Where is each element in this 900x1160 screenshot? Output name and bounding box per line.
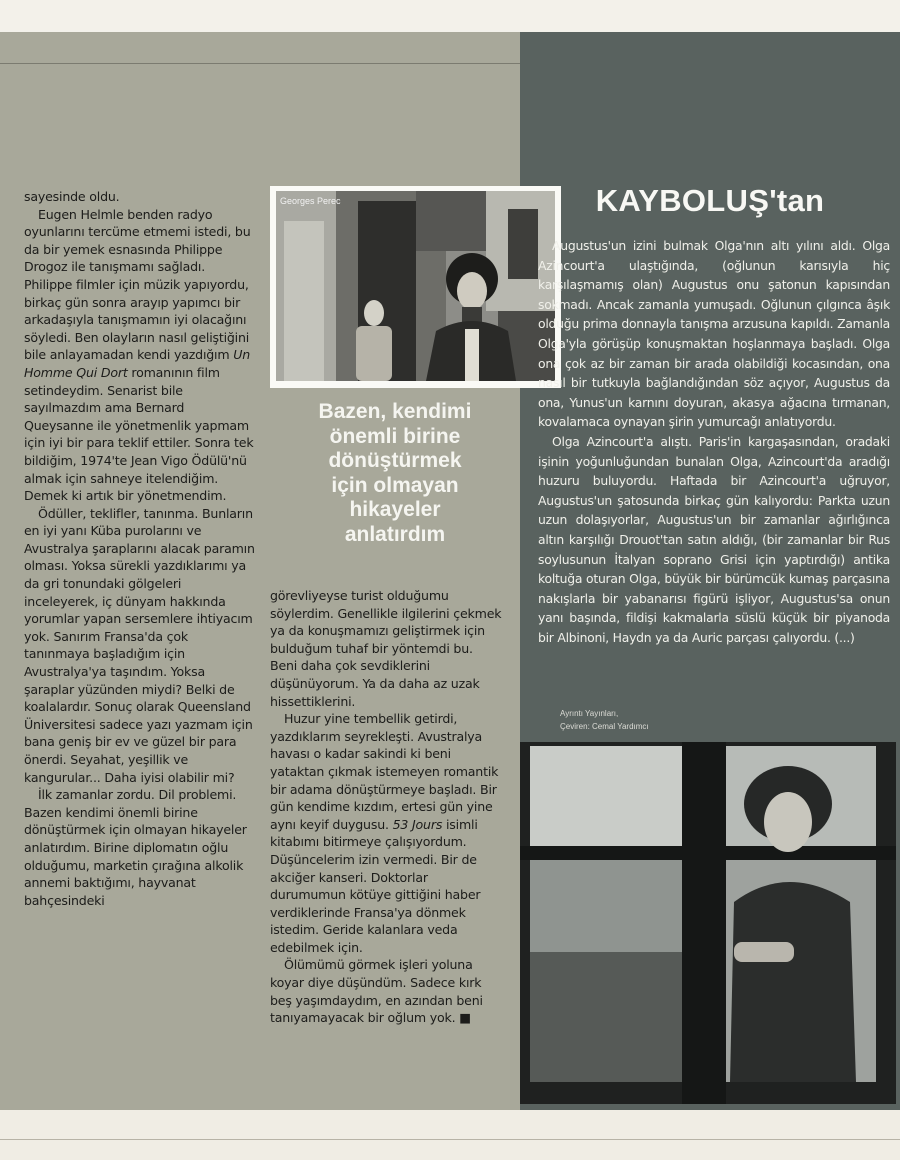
top-margin (0, 0, 900, 32)
photo-caption: Georges Perec (280, 196, 341, 206)
bottom-rule (0, 1139, 900, 1140)
street-photo (276, 191, 555, 381)
sidebar-excerpt (538, 236, 890, 647)
sidebar-paragraph-2: Olga Azincourt'a alıştı. Paris'in kargaşasından, oradaki işinin yoğunluğundan bunalan Olga, Azincourt'da aradığı huzuru buluyordu. Haftada bir Azincourt'a uğruyor, Augustus'un şatosunda birkaç gün kalıyordu: Parkta uzun uzun dolaşıyorlar, Augustus'un bir zamanlar ağırlığınca altın karşılığı Drouot'tan satın aldığı, (bir zamanlar bir Rus soylusunun İtalyan soprano Grisi için yaptırdığı) antika koltuğa oturan Olga, büyük bir bürümcük kumaş parçasına nakışlarla bir yabanarısı figürü işliyor, Augustus'sa onun yanı başında, fildişi kakmalarla süslü küçük bir piyanoda bir Albinoni, Haydn ya da Auric parçası çalıyordu. (...) (538, 433, 890, 645)
sidebar-paragraph-1: Augustus'un izini bulmak Olga'nın altı yılını aldı. Olga Azincourt'a ulaştığında, (oğlunun karısıyla hiç karşılaşmamış olan) Augustus onu şatonun kapısından sokmadı. Ancak zamanla yumuşadı. Oğlunun çılgınca âşık olduğu prima donnayla tanışma arzusuna kapıldı. Zamanla Olga'yla görüşüp konuşmaktan hoşlanmaya başladı. Olga ona çok az bir zaman bir arada olabildiği kocasından, ona nasıl bir tutkuyla bağlandığından söz açıyor, Augustus da ona, Yunus'un karnını doyuran, akasya ağacına tırmanan, kovalamaca oynayan şirin yumurcağı anlatıyordu. (538, 238, 890, 430)
sidebar-title: KAYBOLUŞ'tan (595, 183, 825, 218)
col1-paragraph-2: Eugen Helmle benden radyo oyunlarını tercüme etmemi istedi, bu da bir yemek esnasında Philippe Drogoz ile tanışmamı sağladı. Philippe filmler için müzik yapıyordu, birkaç gün sonra arayıp yapımcı bir arkadaşıyla tanışmamın iyi olacağını söyledi. Ben olayların nasıl geliştiğini bile anlayamadan kendi yazdığım Un Homme Qui Dort romanının film setindeydim. Senarist bile sayılmazdım ama Bernard Queysanne ile yönetmenlik yapmam için iyi bir para teklif ettiler. Sonra tek bildiğim, 1974'te Jean Vigo Ödülü'nü almak için sahneye itelendiğim. Demek ki artık bir yönetmendim. (24, 206, 254, 504)
col2-paragraph-1: görevliyeyse turist olduğumu söylerdim. Genellikle ilgilerini çekmek ya da konuşmamızı geliştirmek için bulduğum tuhaf bir yöntemdi bu. Beni daha çok sevdiklerini düşünüyorum. Ya da daha az uzak hissettiklerini. (270, 588, 502, 709)
photo-window-portrait (520, 742, 896, 1104)
publisher-credit: Ayrıntı Yayınları, (560, 709, 619, 718)
pull-quote: Bazen, kendimi önemli birine dönüştürmek için olmayan hikayeler anlatırdım (318, 400, 472, 546)
col2-paragraph-2: Huzur yine tembellik getirdi, yazdıklarım seyrekleşti. Avustralya havası o kadar sakindi ki beni yataktan çıkmak istemeyen romantik bir adama dönüştürmeye başladı. Bir gün kendime kızdım, ertesi gün yine aynı keyif duygusu. 53 Jours isimli kitabımı bitirmeye çalışıyordum. Düşüncelerim izin vermedi. Bir de akciğer kanseri. Doktorlar durumumun kötüye gittiğini haber verdiklerinde Fransa'ya dönmek istedim. Geride kalanlara veda edebilmek için. (270, 711, 499, 955)
window-photo (520, 742, 896, 1104)
article-column-1 (24, 188, 256, 909)
article-column-2 (270, 587, 502, 1027)
col2-paragraph-3: Ölümümü görmek işleri yoluna koyar diye düşündüm. Sadece kırk beş yaşımdaydım, en azından beni tanıyamayacak bir oğlum yok. ■ (270, 957, 483, 1026)
book-title: Un Homme Qui Dort (24, 347, 251, 380)
sidebar-credits (560, 707, 649, 733)
end-mark: ■ (459, 1010, 471, 1026)
bottom-margin (0, 1110, 900, 1160)
col1-paragraph-1: sayesinde oldu. (24, 189, 120, 204)
col1-paragraph-3: Ödüller, teklifler, tanınma. Bunların en iyi yanı Küba purolarını ve Avustralya şaraplarını alacak paramın olması. Yoksa sürekli yazdıklarımı ya da gri tonundaki gölgeleri inceleyerek, iç dünyam hakkında yorumlar yapan sersemlere ihtiyacım yok. Sanırım Fransa'da çok tanınmaya başladığım için Avustralya'ya taşındım. Yoksa şaraplar yüzünden miydi? Belki de koalalardır. Sonuç olarak Queensland Üniversitesi sadece yazı yazmam için bana geniş bir ev ve güzel bir para önerdi. Seyahat, yeşillik ve kangurular... Daha iyisi olabilir mi? (24, 505, 255, 785)
top-rule (0, 63, 520, 64)
translator-credit: Çeviren: Cemal Yardımcı (560, 722, 649, 731)
book-title-2: 53 Jours (392, 816, 443, 832)
col1-paragraph-4: İlk zamanlar zordu. Dil problemi. Bazen kendimi önemli birine dönüştürmek için olmayan hikayeler anlatırdım. Birine diplomatın oğlu olduğumu, marketin çırağına alkolik annemi baktığımı, hayvanat bahçesindeki (24, 787, 247, 908)
photo-georges-perec-street (270, 186, 561, 388)
